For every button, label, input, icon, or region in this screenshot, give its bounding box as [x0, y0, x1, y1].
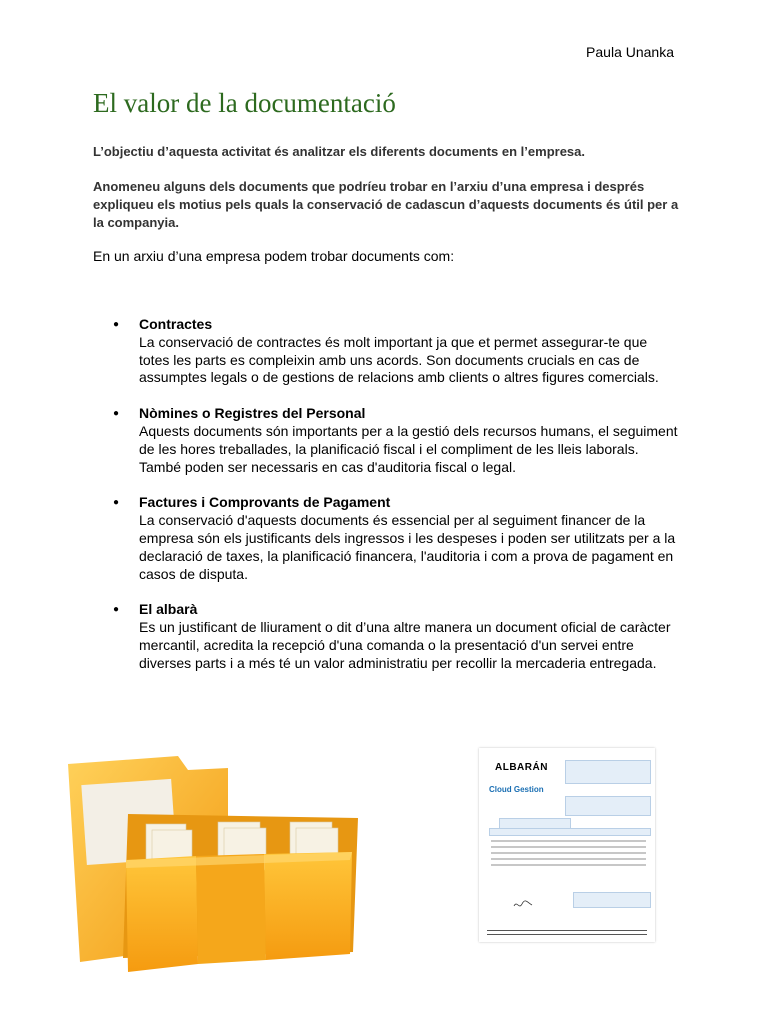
invoice-row — [491, 840, 646, 842]
item-heading: ● Contractes — [139, 316, 213, 332]
item-heading: ● Factures i Comprovants de Pagament — [139, 494, 391, 511]
document-list — [93, 316, 678, 691]
item-heading: ● El albarà — [139, 601, 198, 618]
invoice-title: ALBARÁN — [495, 762, 548, 773]
list-item — [93, 601, 678, 672]
intro-objective: L’objectiu d’aquesta activitat és analitzar els diferents documents en l’empresa. — [93, 144, 585, 159]
invoice-row — [491, 864, 646, 866]
invoice-totals-box — [573, 892, 651, 908]
list-item — [93, 405, 678, 476]
item-body: Aquests documents són importants per a la gestió dels recursos humans, el seguiment de les hores treballades, la planificació fiscal i el compliment de les lleis laborals. També poden ser necessaris en cas d'auditoria fiscal o legal. — [139, 422, 678, 475]
invoice-table-header — [489, 828, 651, 836]
author-name: Paula Unanka — [586, 44, 674, 60]
invoice-footer — [487, 934, 647, 935]
invoice-footer — [487, 930, 647, 931]
item-body: Es un justificant de lliurament o dit d’una altre manera un document oficial de caràcter mercantil, acredita la recepció d'una comanda o la presentació d'un servei entre diverses parts i a més té un valor administratiu per recollir la mercaderia entregada. — [139, 619, 671, 671]
list-item — [93, 494, 678, 583]
invoice-row — [491, 852, 646, 854]
list-item — [93, 316, 678, 387]
file-folder-icon — [68, 752, 358, 974]
item-body: La conservació de contractes és molt important ja que et permet assegurar-te que totes les parts es compleixin amb uns acords. Son documents crucials en cas de assumptes legals o de gestions de relacions amb clients o altres figures comercials. — [139, 333, 659, 386]
intro-task: Anomeneu alguns dels documents que podríeu trobar en l’arxiu d’una empresa i després expliqueu els motius pels quals la conservació de cadascun d’aquests documents és útil per a la companyia. — [93, 179, 679, 230]
cloud-gestion-logo: Cloud Gestion — [489, 785, 544, 794]
lead-text: En un arxiu d’una empresa podem trobar documents com: — [93, 248, 455, 264]
invoice-client-box — [565, 760, 651, 784]
invoice-row — [491, 846, 646, 848]
invoice-document — [479, 748, 655, 942]
item-body: La conservació d'aquests documents és essencial per al seguiment financer de la empresa són els justificants dels ingressos i les despeses i poden ser utilitzats per a la declaració de taxes, la planificació financera, l'auditoria i com a prova de pagament en casos de disputa. — [139, 512, 676, 582]
item-heading: ● Nòmines o Registres del Personal — [139, 405, 366, 422]
invoice-address-box — [565, 796, 651, 816]
signature-icon — [513, 898, 533, 910]
invoice-row — [491, 858, 646, 860]
page-title: El valor de la documentació — [93, 88, 396, 118]
